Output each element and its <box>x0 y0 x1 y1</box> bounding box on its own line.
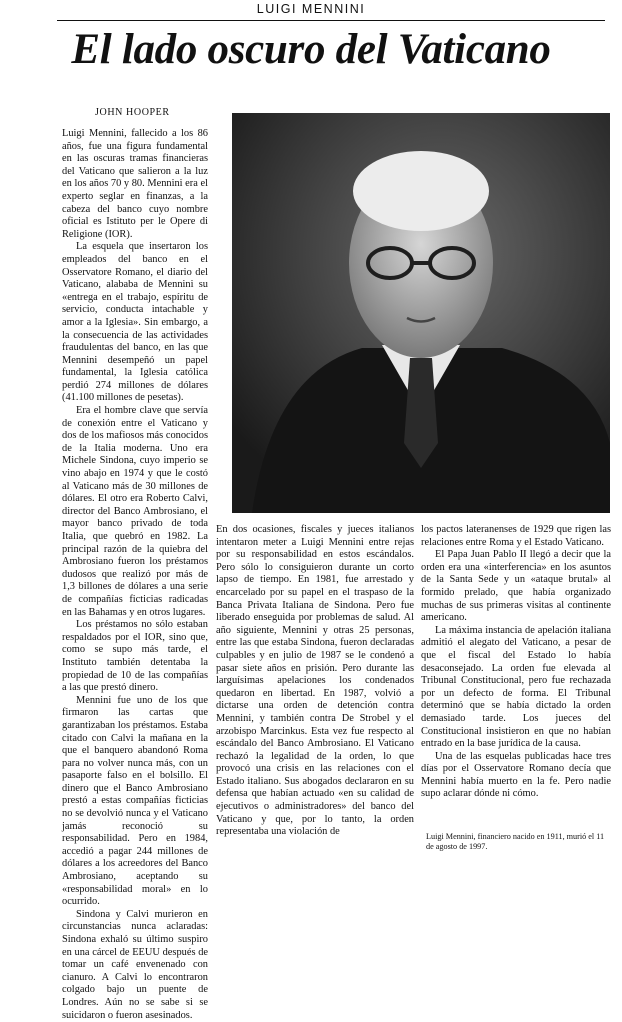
article-column-2 <box>216 524 414 839</box>
paragraph: El Papa Juan Pablo II llegó a decir que la orden era una «interferencia» en los asuntos de la Santa Sede y un «ataque brutal» al formido prelado, que había organizado muchas de sus primeras visitas al continente americano. <box>421 549 611 624</box>
paragraph: Una de las esquelas publicadas hace tres días por el Osservatore Romano decía que Mennini había muerto en la fe. Pero nadie supo aclarar dónde ni cómo. <box>421 750 611 800</box>
paragraph: Los préstamos no sólo estaban respaldados por el IOR, sino que, como se supo más tarde, el Instituto también detentaba la propiedad de 10 de las compañías a las que prestó dinero. <box>62 619 208 694</box>
paragraph: En dos ocasiones, fiscales y jueces italianos intentaron meter a Luigi Mennini entre rejas por su responsabilidad en estos escándalos. Pero sólo lo consiguieron durante un corto lapso de tiempo. En 1981, fue arrestado y encarcelado por su papel en el traspaso de la Banca Privata Italiana de Sindona. Pero fue liberado enseguida por problemas de salud. Al año siguiente, Mennini y otras 25 personas, entre las que estaba Sindona, fueron declaradas culpables y en julio de 1987 se le condenó a pasar siete años en prisión. Pero durante las larguísimas apelaciones los condenados quedaron en libertad. En 1987, volvió a dictarse una orden de detención contra Mennini, y también contra De Strobel y el arzobispo Marcinkus. Esta vez fue respecto al escándalo del Banco Ambrosiano. El Vaticano rechazó la legalidad de la orden, lo que provocó una crisis en las relaciones con el Estado italiano. Sus abogados declararon en su defensa que habían actuado «en su calidad de ejecutivos o administradores» del banco del Vaticano y que, por lo tanto, la orden representaba una violación de <box>216 524 414 838</box>
article-column-1 <box>62 128 208 1022</box>
byline: JOHN HOOPER <box>95 107 170 118</box>
portrait-illustration <box>232 113 610 513</box>
article-column-3 <box>421 524 611 801</box>
portrait-photo <box>232 113 610 513</box>
photo-caption: Luigi Mennini, financiero nacido en 1911, murió el 11 de agosto de 1997. <box>426 832 605 851</box>
paragraph: Era el hombre clave que servía de conexión entre el Vaticano y dos de los mafiosos más conocidos de la Italia moderna. Uno era Michele Sindona, cuyo imperio se vino abajo en 1974 y que le costó al Vaticano más de 30 millones de dólares. El otro era Roberto Calvi, director del Banco Ambrosiano, el mayor banco privado de toda Italia, que quebró en 1982. La principal razón de la quiebra del Ambrosiano fueron los préstamos dudosos que realizó por más de 1,3 billones de dólares a una serie de compañías ficticias radicadas en las Bahamas y en otros lugares. <box>62 405 208 618</box>
paragraph: Sindona y Calvi murieron en circunstancias nunca aclaradas: Sindona exhaló su último suspiro en una cárcel de EEUU después de tomar un café envenenado con cianuro. A Calvi lo encontraron colgado bajo un puente de Londres. Aún no se sabe si se suicidaron o fueron asesinados. <box>62 908 208 1021</box>
paragraph: los pactos lateranenses de 1929 que rigen las relaciones entre Roma y el Estado Vaticano. <box>421 524 611 548</box>
header-rule <box>57 20 605 21</box>
section-kicker: LUIGI MENNINI <box>256 2 366 16</box>
headline: El lado oscuro del Vaticano <box>71 26 551 73</box>
paragraph: Luigi Mennini, fallecido a los 86 años, fue una figura fundamental en las oscuras tramas financieras del Vaticano que salieron a la luz en los años 70 y 80. Mennini era el experto seglar en finanzas, a la cabeza del banco cuyo nombre oficial es Istituto per le Opere di Religione (IOR). <box>62 128 208 240</box>
paragraph: La máxima instancia de apelación italiana admitió el alegato del Vaticano, a pesar de que el fiscal del Estado lo había desaconsejado. La orden fue elevada al Tribunal Constitucional, pero fue rechazada por un defecto de forma. El Tribunal determinó que se había dictado la orden demasiado tarde. Los jueces del Constitucional insistieron en que no habían entrado en la base jurídica de la causa. <box>421 624 611 750</box>
paragraph: La esquela que insertaron los empleados del banco en el Osservatore Romano, el diario del Vaticano, alababa de Mennini su «entrega en el trabajo, espíritu de servicio, conducta intachable y amor a la Iglesia». Sin embargo, a la consecuencia de las actividades fraudulentas del banco, en las que Mennini desempeñó un papel fundamental, la Iglesia católica perdió 274 millones de dólares (41.100 millones de pesetas). <box>62 241 208 404</box>
paragraph: Mennini fue uno de los que firmaron las cartas que garantizaban los préstamos. Estaba citado con Calvi la mañana en la que el banquero abandonó Roma para no volver nunca más, con un pasaporte falso en el bolsillo. El dinero que el Banco Ambrosiano prestó a estas compañías ficticias no se devolvió nunca y el Vaticano jamás reconoció su responsabilidad. Pero en 1984, accedió a pagar 244 millones de dólares a los acreedores del Banco Ambrosiano, aceptando su «responsabilidad moral» en lo ocurrido. <box>62 694 208 908</box>
